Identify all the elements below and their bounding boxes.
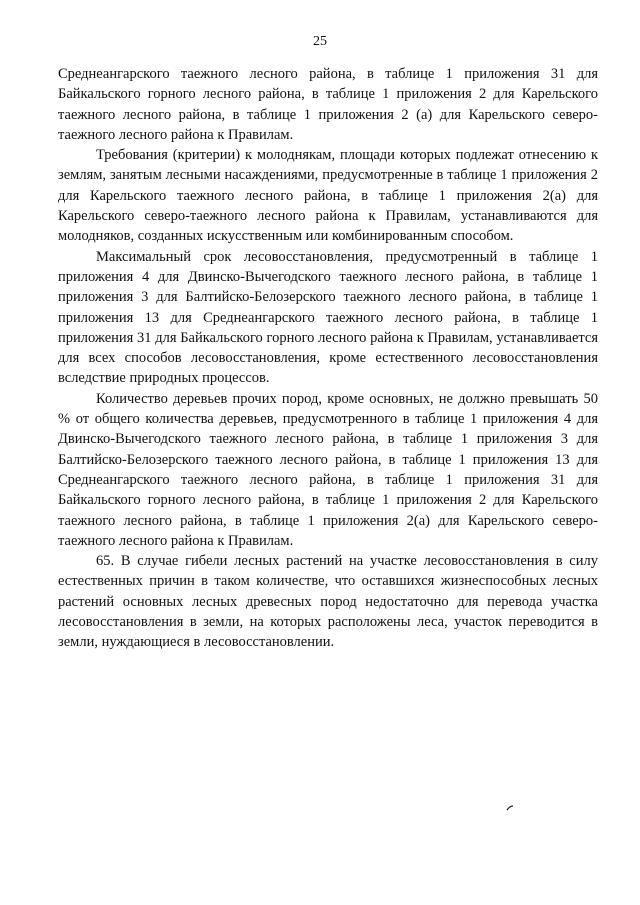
- paragraph-requirements: Требования (критерии) к молоднякам, площади которых подлежат отнесению к землям, занятым лесными насаждениями, предусмотренные в таблице 1 приложения 2 для Карельского таежного лесного района, в таблице 1 приложения 2(а) для Карельского северо-таежного лесного района к Правилам, устанавливаются для молодняков, созданных искусственным или комбинированным способом.: [58, 147, 598, 245]
- document-body: [58, 64, 598, 653]
- page-number: 25: [313, 34, 327, 49]
- paragraph-65: 65. В случае гибели лесных растений на участке лесовосстановления в силу естественных причин в таком количестве, что оставшихся жизнеспособных лесных растений основных лесных древесных пород недостаточно для перевода участка лесовосстановления в земли, на которых расположены леса, участок переводится в земли, нуждающиеся в лесовосстановлении.: [58, 553, 598, 651]
- pen-mark: [506, 805, 514, 811]
- paragraph-max-term: Максимальный срок лесовосстановления, предусмотренный в таблице 1 приложения 4 для Двинско-Вычегодского таежного лесного района, в таблице 1 приложения 3 для Балтийско-Белозерского таежного лесного района, в таблице 1 приложения 13 для Среднеангарского таежного лесного района, в таблице 1 приложения 31 для Байкальского горного лесного района к Правилам, устанавливается для всех способов лесовосстановления, кроме естественного лесовосстановления вследствие природных процессов.: [58, 248, 598, 387]
- paragraph-other-species: Количество деревьев прочих пород, кроме основных, не должно превышать 50 % от общего количества деревьев, предусмотренного в таблице 1 приложения 4 для Двинско-Вычегодского таежного лесного района, в таблице 1 приложения 3 для Балтийско-Белозерского таежного лесного района, в таблице 1 приложения 13 для Среднеангарского таежного лесного района, в таблице 1 приложения 31 для Байкальского горного лесного района, в таблице 1 приложения 2 для Карельского таежного лесного района, в таблице 1 приложения 2(а) для Карельского северо-таежного лесного района к Правилам.: [58, 390, 598, 549]
- paragraph-continuation: Среднеангарского таежного лесного района, в таблице 1 приложения 31 для Байкальского горного лесного района, в таблице 1 приложения 2 для Карельского таежного лесного района, в таблице 1 приложения 2 (а) для Карельского северо-таежного лесного района к Правилам.: [58, 66, 598, 143]
